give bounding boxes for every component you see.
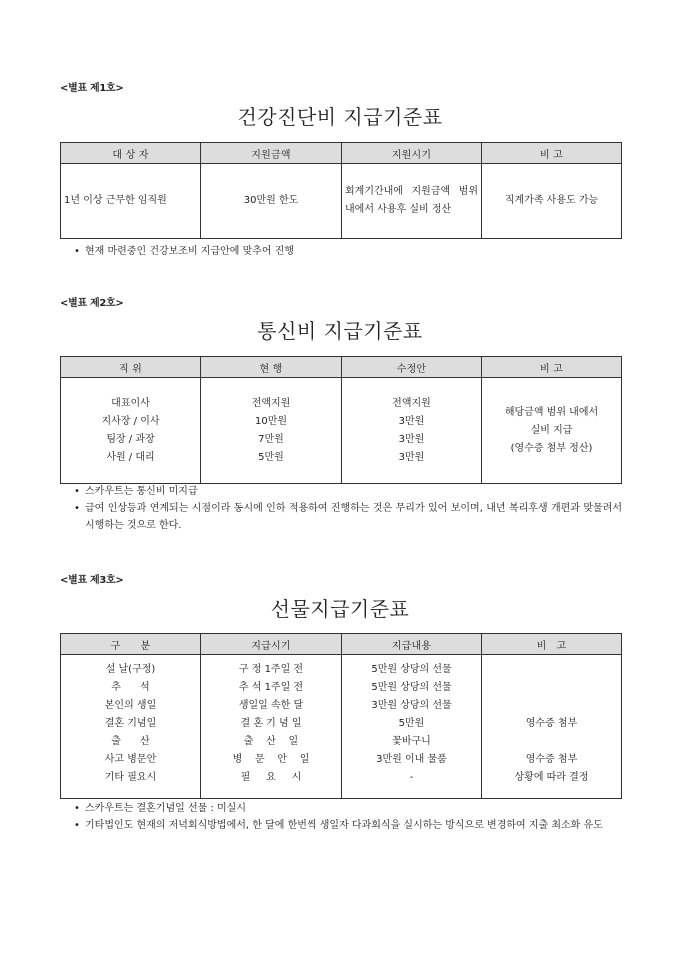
header-contents: 지급내용 (342, 634, 482, 655)
cell-contents: 5만원 상당의 선물 5만원 상당의 선물 3만원 상당의 선물 5만원 꽃바구니 3만원 이내 물품 - (342, 655, 482, 799)
table-row (61, 655, 622, 799)
section1-title: 건강진단비 지급기준표 (237, 105, 443, 129)
section2-label: <별표 제2호> (60, 298, 124, 309)
section1-notes (74, 243, 622, 260)
header-timing: 지급시기 (201, 634, 342, 655)
table-row (61, 164, 622, 239)
header-current: 현 행 (201, 357, 342, 378)
cell-categories: 설 날(구정) 추 석 본인의 생일 결혼 기념일 출 산 사고 병문안 기타 필요시 (61, 655, 201, 799)
telecom-table (60, 356, 622, 484)
header-remarks: 비 고 (482, 143, 622, 164)
header-position: 직 위 (61, 357, 201, 378)
cell-amount: 30만원 한도 (201, 164, 342, 239)
cell-positions: 대표이사 지사장 / 이사 팀장 / 과장 사원 / 대리 (61, 378, 201, 484)
note-item: • 급여 인상등과 연계되는 시점이라 동시에 인하 적용하여 진행하는 것은 무리가 있어 보이며, 내년 복리후생 개편과 맞물려서 시행하는 것으로 한다. (74, 503, 622, 531)
section3-label: <별표 제3호> (60, 575, 124, 586)
table-row (61, 378, 622, 484)
table-header-row (61, 634, 622, 655)
table-header-row (61, 143, 622, 164)
health-checkup-table (60, 142, 622, 239)
table-header-row (61, 357, 622, 378)
header-revised: 수정안 (342, 357, 482, 378)
note-item: • 현재 마련중인 건강보조비 지급안에 맞추어 진행 (74, 246, 295, 257)
cell-timing: 구 정 1주일 전 추 석 1주일 전 생일일 속한 달 결 혼 기 념 일 출 산 일 병 문 안 일 필 요 시 (201, 655, 342, 799)
header-remarks: 비 고 (482, 357, 622, 378)
cell-remarks: 직계가족 사용도 가능 (482, 164, 622, 239)
cell-timing: 회계기간내에 지원금액 범위 내에서 사용후 실비 정산 (342, 164, 482, 239)
header-remarks: 비 고 (482, 634, 622, 655)
header-timing: 지원시기 (342, 143, 482, 164)
note-item: • 스카우트는 통신비 미지급 (74, 486, 198, 497)
cell-target: 1년 이상 근무한 임직원 (61, 164, 201, 239)
gift-table (60, 633, 622, 799)
header-category: 구 분 (61, 634, 201, 655)
section3-notes (74, 800, 622, 834)
header-target: 대 상 자 (61, 143, 201, 164)
section2-notes (74, 483, 622, 534)
section2-title: 통신비 지급기준표 (257, 319, 423, 343)
cell-revised: 전액지원 3만원 3만원 3만원 (342, 378, 482, 484)
note-item: • 스카우트는 결혼기념일 선물 : 미실시 (74, 803, 246, 814)
cell-remarks: 해당금액 범위 내에서 실비 지급 (영수증 첨부 정산) (482, 378, 622, 484)
cell-remarks: 영수증 첨부 영수증 첨부 상황에 따라 결정 (482, 655, 622, 799)
note-item: • 기타법인도 현재의 저녁회식방법에서, 한 달에 한번씩 생일자 다과회식을 실시하는 방식으로 변경하여 지출 최소화 유도 (74, 820, 603, 831)
section1-label: <별표 제1호> (60, 83, 124, 94)
header-amount: 지원금액 (201, 143, 342, 164)
section3-title: 선물지급기준표 (270, 597, 410, 621)
cell-current: 전액지원 10만원 7만원 5만원 (201, 378, 342, 484)
